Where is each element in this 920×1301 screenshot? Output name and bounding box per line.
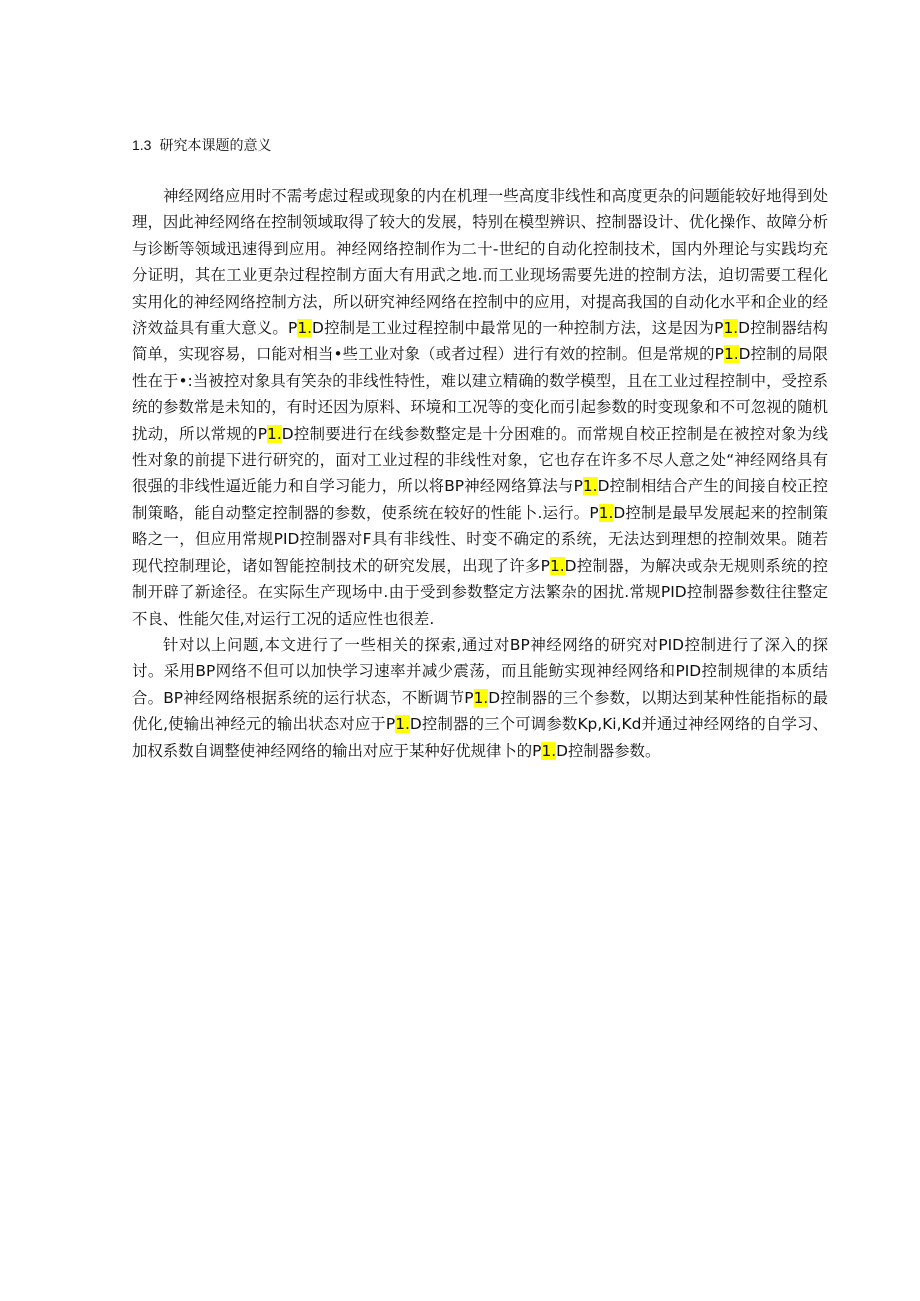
text-run: D控制是最早发展起来的控制策略之一，但应用常规PID控制器对F具有非线性、时变不确定的系统，无法达到理想的控制效果。随若现代控制理论，诸如智能控制技术的研究发展，出现了许多P: [132, 503, 828, 575]
highlighted-text: 1.: [723, 319, 739, 338]
section-heading: [132, 135, 271, 156]
text-run: D控制相结合产生的间接自校正控制策略，能自动整定控制器的参数，使系统在较好的性能卜.运行。P: [132, 477, 829, 522]
highlighted-text: 1.: [395, 715, 410, 734]
body-text: [132, 183, 828, 764]
text-run: D控制器，为解决或杂无规则系统的控制开辟了新途径。在实际生产现场中.由于受到参数整定方法繁杂的困扰.常规PID控制器参数往往整定不良、性能欠佳,对运行工况的适应性也很差.: [132, 556, 828, 628]
text-run: D控制器结构简单，实现容易，口能对相当•些工业对象（或者过程）进行有效的控制。但是常规的P: [132, 319, 829, 364]
highlighted-text: 1.: [582, 477, 598, 496]
section-number: 1.3: [132, 137, 152, 153]
text-run: D控制器参数。: [556, 741, 661, 760]
text-run: D控制是工业过程控制中最常见的一种控制方法，这是因为P: [312, 319, 724, 338]
highlighted-text: 1.: [473, 688, 489, 707]
highlighted-text: 1.: [541, 741, 557, 760]
highlighted-text: 1.: [267, 424, 282, 443]
highlighted-text: 1.: [297, 319, 313, 338]
text-run: 针对以上问题,本文进行了一些相关的探索,通过对BP神经网络的研究对PID控制进行了深入的探讨。采用BP网络不但可以加快学习速率并减少震荡，而且能鲂实现神经网络和PID控制规律的本质结合。BP神经网络根据系统的运行状态，不断调节P: [132, 635, 828, 707]
section-title: 研究本课题的意义: [159, 138, 272, 154]
text-run: D控制器的三个可调参数Kp,Ki,Kd并通过神经网络的自学习、加权系数自调整使神经网络的输出对应于某种好优规律卜的P: [132, 715, 828, 760]
text-run: D控制要进行在线参数整定是十分困难的。而常规自校正控制是在被控对象为线性对象的前提下进行研究的，面对工业过程的非线性对象，它也存在许多不尽人意之处“神经网络具有很强的非线性逼近能力和自学习能力，所以将BP神经网络算法与P: [132, 424, 828, 496]
highlighted-text: 1.: [549, 556, 565, 575]
highlighted-text: 1.: [598, 503, 614, 522]
paragraph: [132, 183, 828, 632]
text-run: D控制器的三个参数，以期达到某种性能指标的最优化,使输出神经元的输出状态对应于P: [132, 688, 828, 734]
highlighted-text: 1.: [723, 345, 739, 364]
text-run: 神经网络应用时不需考虑过程或现象的内在机理一些高度非线性和高度更杂的问题能较好地得到处理，因此神经网络在控制领域取得了较大的发展，特别在模型辨识、控制器设计、优化操作、故障分析与诊断等领域迅速得到应用。神经网络控制作为二十-世纪的自动化控制技术，国内外理论与实践均充分证明，其在工业更杂过程控制方面大有用武之地.而工业现场需要先进的控制方法，迫切需要工程化实用化的神经网络控制方法，所以研究神经网络在控制中的应用，对提高我国的自动化水平和企业的经济效益具有重大意义。P: [132, 187, 828, 338]
text-run: D控制的局限性在于•:当被控对象具有笑杂的非线性特性，难以建立精确的数学模型，且在工业过程控制中，受控系统的参数常是未知的，有时还因为原料、环境和工况等的变化而引起参数的时变现象和不可忽视的随机扰动，所以常规的P: [132, 345, 828, 443]
paragraph: [132, 632, 828, 764]
